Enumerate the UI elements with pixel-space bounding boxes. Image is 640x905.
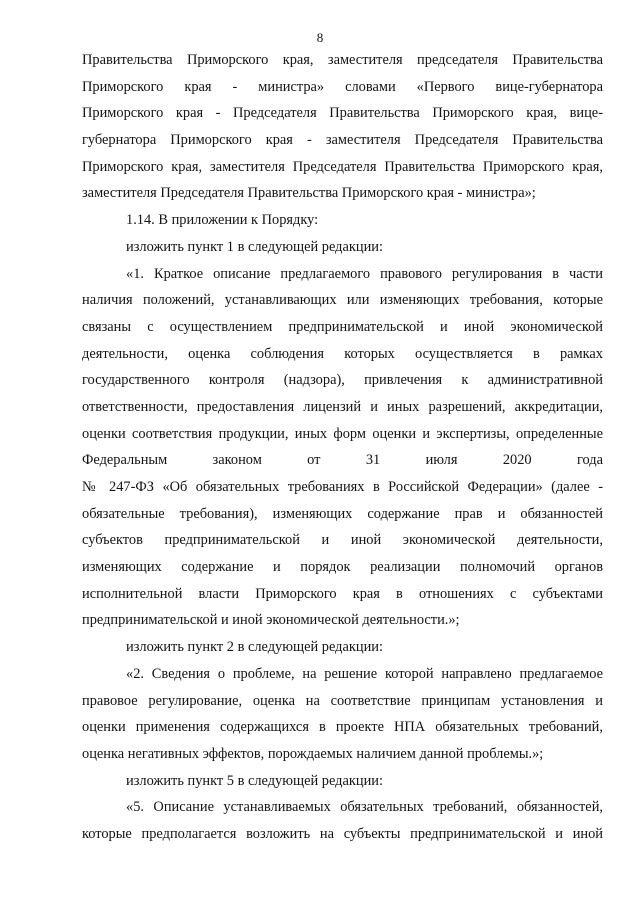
page-number: 8 bbox=[316, 30, 324, 45]
text-line: изложить пункт 5 в следующей редакции: bbox=[126, 772, 383, 789]
text-line: «5. Описание устанавливаемых обязательных требований, обязанностей, bbox=[126, 799, 603, 816]
text-line: наличия положений, устанавливающих или изменяющих требования, которые bbox=[82, 292, 603, 309]
text-line: деятельности, оценка соблюдения которых осуществляется в рамках bbox=[82, 345, 603, 362]
text-line: ответственности, предоставления лицензий и иных разрешений, аккредитации, bbox=[82, 398, 603, 415]
text-line: губернатора Приморского края - заместителя Председателя Правительства bbox=[82, 132, 603, 149]
text-line: изменяющих содержание и порядок реализации полномочий органов bbox=[82, 559, 603, 576]
text-line: исполнительной власти Приморского края в отношениях с субъектами bbox=[82, 585, 603, 602]
text-line: оценка негативных эффектов, порождаемых наличием данной проблемы.»; bbox=[82, 745, 544, 762]
text-line: предпринимательской и иной экономической деятельности.»; bbox=[82, 612, 460, 629]
text-line: Правительства Приморского края, заместителя председателя Правительства bbox=[82, 52, 603, 68]
text-line: Федеральным законом от 31 июля 2020 года bbox=[82, 452, 603, 469]
text-line: «1. Краткое описание предлагаемого правового регулирования в части bbox=[126, 265, 603, 282]
document-body bbox=[82, 47, 603, 848]
text-line: изложить пункт 1 в следующей редакции: bbox=[126, 238, 383, 255]
text-line: № 247-ФЗ «Об обязательных требованиях в Российской Федерации» (далее - bbox=[82, 479, 603, 495]
section-heading: 1.14. В приложении к Порядку: bbox=[126, 212, 319, 229]
text-line: оценки соответствия продукции, иных форм оценки и экспертизы, определенные bbox=[82, 425, 603, 442]
text-line: связаны с осуществлением предпринимательской и иной экономической bbox=[82, 318, 603, 335]
text-line: правовое регулирование, оценка на соответствие принципам установления и bbox=[82, 692, 603, 709]
text-line: Приморского края, заместителя Председателя Правительства Приморского края, bbox=[82, 158, 603, 175]
text-line: изложить пункт 2 в следующей редакции: bbox=[126, 639, 383, 656]
text-line: субъектов предпринимательской и иной экономической деятельности, bbox=[82, 532, 603, 549]
text-line: оценки применения содержащихся в проекте НПА обязательных требований, bbox=[82, 719, 603, 736]
text-line: Приморского края - министра» словами «Первого вице-губернатора bbox=[82, 78, 603, 95]
text-line: заместителя Председателя Правительства Приморского края - министра»; bbox=[82, 185, 536, 202]
text-line: государственного контроля (надзора), привлечения к административной bbox=[82, 372, 603, 389]
text-line: Приморского края - Председателя Правительства Приморского края, вице- bbox=[82, 105, 603, 122]
text-line: «2. Сведения о проблеме, на решение которой направлено предлагаемое bbox=[126, 665, 603, 682]
text-line: которые предполагается возложить на субъекты предпринимательской и иной bbox=[82, 825, 603, 842]
text-line: обязательные требования), изменяющих содержание прав и обязанностей bbox=[82, 505, 603, 522]
